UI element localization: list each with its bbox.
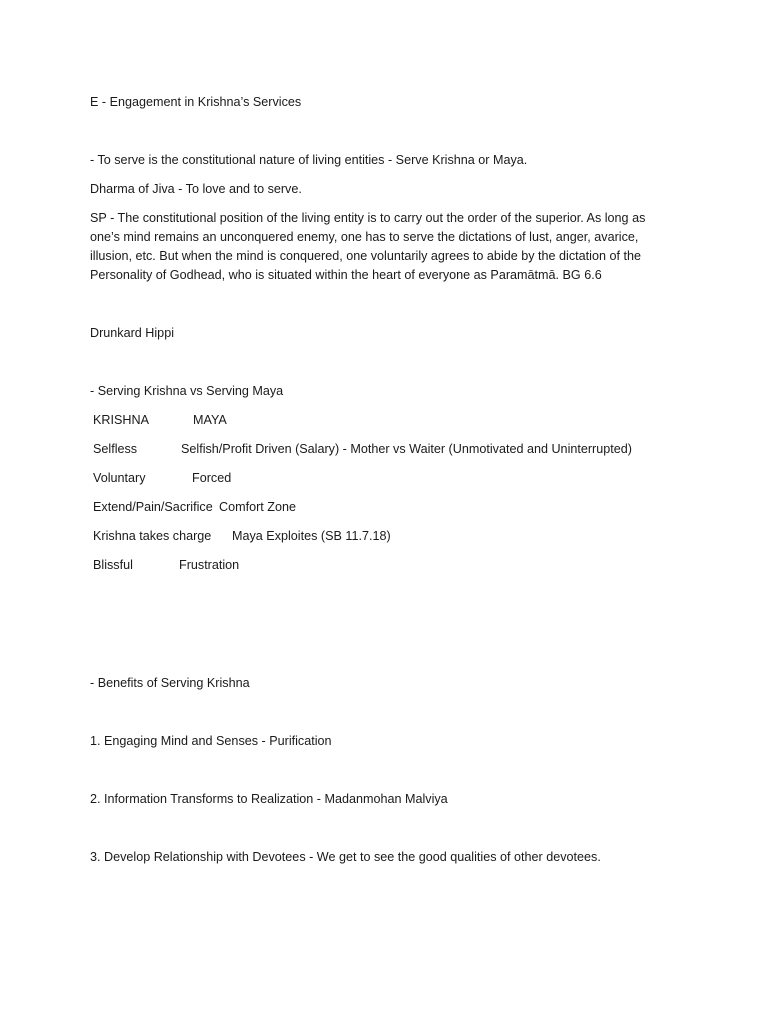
comparison-right: Comfort Zone bbox=[219, 500, 296, 514]
comparison-title: - Serving Krishna vs Serving Maya bbox=[90, 384, 284, 398]
benefit-item: 2. Information Transforms to Realization - Madanmohan Malviya bbox=[90, 792, 448, 806]
comparison-right: MAYA bbox=[193, 413, 227, 427]
comparison-row bbox=[93, 527, 391, 546]
comparison-right: Frustration bbox=[179, 558, 240, 572]
comparison-row bbox=[93, 556, 240, 575]
intro-line-serve: - To serve is the constitutional nature of living entities - Serve Krishna or Maya. bbox=[90, 153, 528, 167]
comparison-left: Selfless bbox=[93, 442, 138, 456]
comparison-left: Blissful bbox=[93, 558, 133, 572]
document-heading: E - Engagement in Krishna’s Services bbox=[90, 95, 302, 109]
benefit-item: 3. Develop Relationship with Devotees - We get to see the good qualities of other devotees. bbox=[90, 850, 601, 864]
comparison-row bbox=[93, 411, 227, 430]
comparison-right: Selfish/Profit Driven (Salary) - Mother vs Waiter (Unmotivated and Uninterrupted) bbox=[181, 442, 632, 456]
comparison-right: Forced bbox=[192, 471, 232, 485]
benefits-title: - Benefits of Serving Krishna bbox=[90, 676, 250, 690]
comparison-row bbox=[93, 440, 632, 459]
comparison-row bbox=[93, 469, 232, 488]
story-title: Drunkard Hippi bbox=[90, 326, 174, 340]
benefit-item: 1. Engaging Mind and Senses - Purification bbox=[90, 734, 332, 748]
comparison-left: Extend/Pain/Sacrifice bbox=[93, 500, 213, 514]
quote-paragraph: SP - The constitutional position of the living entity is to carry out the order of the superior. As long as one’s mind remains an unconquered enemy, one has to serve the dictations of lust, anger, avarice, illusion, etc. But when the mind is conquered, one voluntarily agrees to abide by the dictation of the Personality of Godhead, who is situated within the heart of everyone as Paramātmā. BG 6.6 bbox=[90, 211, 646, 282]
comparison-left: Krishna takes charge bbox=[93, 529, 212, 543]
comparison-left: KRISHNA bbox=[93, 413, 149, 427]
comparison-right: Maya Exploites (SB 11.7.18) bbox=[232, 529, 391, 543]
comparison-row bbox=[93, 498, 296, 517]
intro-line-dharma: Dharma of Jiva - To love and to serve. bbox=[90, 182, 302, 196]
comparison-left: Voluntary bbox=[93, 471, 146, 485]
